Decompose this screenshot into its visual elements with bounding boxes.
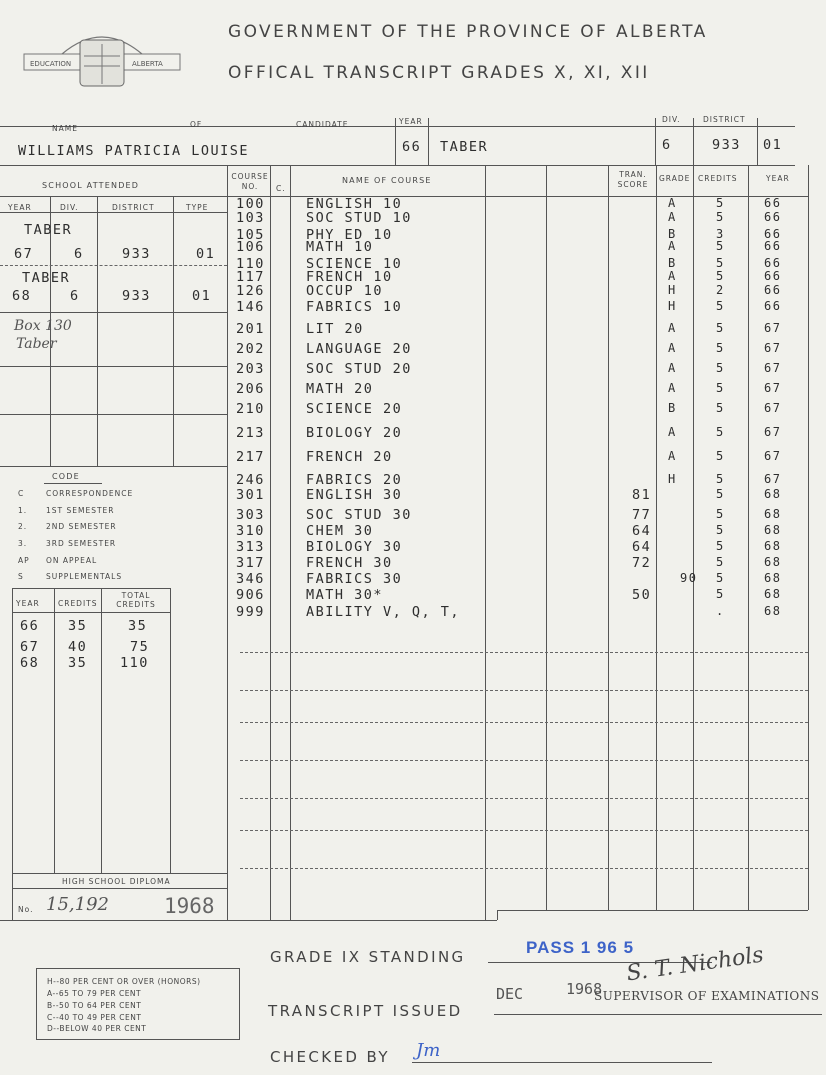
course-year: 66 <box>764 299 782 313</box>
course-year: 67 <box>764 381 782 395</box>
course-year: 68 <box>764 604 782 618</box>
course-year: 67 <box>764 449 782 463</box>
course-grade: A <box>668 196 677 210</box>
candidate-name: WILLIAMS PATRICIA LOUISE <box>18 143 250 159</box>
code-desc-ap: ON APPEAL <box>46 556 98 565</box>
sa-div-2: 6 <box>70 288 80 304</box>
course-credits: 5 <box>716 381 725 395</box>
course-name: FRENCH 30 <box>306 555 393 571</box>
cs-header-total: TOTAL CREDITS <box>116 591 156 609</box>
course-name: BIOLOGY 20 <box>306 425 403 441</box>
code-key-3: 3. <box>18 539 28 548</box>
course-grade: H <box>668 283 677 297</box>
course-year: 68 <box>764 555 782 569</box>
course-grade: A <box>668 381 677 395</box>
header-course-name: NAME OF COURSE <box>342 176 432 185</box>
course-name: OCCUP 10 <box>306 283 384 299</box>
course-score: 64 <box>632 539 652 555</box>
course-name: LIT 20 <box>306 321 364 337</box>
course-no: 303 <box>236 507 265 523</box>
course-year: 66 <box>764 239 782 253</box>
diploma-year-stamp: 1968 <box>164 894 215 918</box>
school-attended-title: SCHOOL ATTENDED <box>42 181 140 190</box>
code-key-s: S <box>18 572 24 581</box>
course-grade: H <box>668 472 677 486</box>
candidate-year: 66 <box>402 139 422 155</box>
cs-credits-3: 35 <box>68 655 88 671</box>
course-credits: 5 <box>716 555 725 569</box>
header-c: C. <box>276 184 286 193</box>
course-name: SOC STUD 30 <box>306 507 412 523</box>
course-credits: 2 <box>716 283 725 297</box>
cs-year-3: 68 <box>20 655 40 671</box>
course-grade: A <box>668 239 677 253</box>
diploma-number: 15,192 <box>46 894 109 915</box>
course-no: 103 <box>236 210 265 226</box>
transcript-issued-label: TRANSCRIPT ISSUED <box>268 1002 463 1020</box>
header-course-no: COURSE NO. <box>231 172 269 191</box>
label-div: DIV. <box>662 115 681 124</box>
course-score: 64 <box>632 523 652 539</box>
course-credits: 5 <box>716 239 725 253</box>
candidate-type: 01 <box>763 137 783 153</box>
sa-school-2: TABER <box>22 270 71 286</box>
course-name: FABRICS 30 <box>306 571 403 587</box>
issued-year: 1968 <box>566 980 603 998</box>
sa-year-1: 67 <box>14 246 34 262</box>
cs-header-year: YEAR <box>16 599 40 608</box>
cs-year-2: 67 <box>20 639 40 655</box>
candidate-district: 933 <box>712 137 741 153</box>
course-year: 67 <box>764 401 782 415</box>
course-name: FABRICS 10 <box>306 299 403 315</box>
diploma-label: HIGH SCHOOL DIPLOMA <box>62 877 171 886</box>
course-year: 66 <box>764 283 782 297</box>
course-year: 68 <box>764 487 782 501</box>
supervisor-signature: S. T. Nichols <box>624 942 766 987</box>
cs-year-1: 66 <box>20 618 40 634</box>
course-name: PHY ED 10 <box>306 227 393 243</box>
course-no: 310 <box>236 523 265 539</box>
course-year: 66 <box>764 269 782 283</box>
course-no: 146 <box>236 299 265 315</box>
course-credits: 5 <box>716 507 725 521</box>
legend-a: A--65 TO 79 PER CENT <box>47 989 142 998</box>
course-no: 100 <box>236 196 265 212</box>
course-grade: A <box>668 341 677 355</box>
course-score: 81 <box>632 487 652 503</box>
code-key-c: C <box>18 489 25 498</box>
code-desc-3: 3RD SEMESTER <box>46 539 117 548</box>
course-no: 110 <box>236 256 265 272</box>
codes-title: CODE <box>52 472 80 481</box>
header-grade: GRADE <box>659 174 691 183</box>
sa-col-div: DIV. <box>60 203 79 212</box>
course-no: 117 <box>236 269 265 285</box>
course-name: FRENCH 20 <box>306 449 393 465</box>
code-key-1: 1. <box>18 506 28 515</box>
header-credits: CREDITS <box>698 174 738 183</box>
code-desc-1: 1ST SEMESTER <box>46 506 115 515</box>
header-tran-score: TRAN. SCORE <box>617 170 649 189</box>
course-year: 67 <box>764 472 782 486</box>
course-credits: 5 <box>716 472 725 486</box>
course-credits: 5 <box>716 256 725 270</box>
course-grade: 90 <box>680 571 698 585</box>
course-credits: 5 <box>716 523 725 537</box>
course-year: 67 <box>764 425 782 439</box>
course-grade: A <box>668 425 677 439</box>
sa-type-1: 01 <box>196 246 216 262</box>
course-name: ENGLISH 30 <box>306 487 403 503</box>
course-no: 217 <box>236 449 265 465</box>
course-year: 66 <box>764 227 782 241</box>
course-name: SOC STUD 10 <box>306 210 412 226</box>
course-year: 68 <box>764 523 782 537</box>
sa-year-2: 68 <box>12 288 32 304</box>
course-year: 68 <box>764 587 782 601</box>
grade-ix-stamp: PASS 1 96 5 <box>526 938 635 957</box>
issued-month: DEC <box>496 985 524 1003</box>
course-year: 67 <box>764 341 782 355</box>
course-grade: B <box>668 256 677 270</box>
course-grade: A <box>668 210 677 224</box>
cs-total-1: 35 <box>128 618 148 634</box>
course-credits: 5 <box>716 196 725 210</box>
sa-district-2: 933 <box>122 288 151 304</box>
svg-text:ALBERTA: ALBERTA <box>132 60 163 68</box>
legend-h: H--80 PER CENT OR OVER (HONORS) <box>47 977 201 986</box>
sa-type-2: 01 <box>192 288 212 304</box>
course-credits: 5 <box>716 361 725 375</box>
course-grade: A <box>668 361 677 375</box>
legend-d: D--BELOW 40 PER CENT <box>47 1024 147 1033</box>
sa-district-1: 933 <box>122 246 151 262</box>
course-no: 346 <box>236 571 265 587</box>
title-line-1: GOVERNMENT OF THE PROVINCE OF ALBERTA <box>228 22 708 42</box>
course-no: 203 <box>236 361 265 377</box>
diploma-no-label: No. <box>18 905 34 914</box>
course-no: 301 <box>236 487 265 503</box>
course-credits: 5 <box>716 401 725 415</box>
sa-school-1: TABER <box>24 222 73 238</box>
sa-col-district: DISTRICT <box>112 203 155 212</box>
course-score: 50 <box>632 587 652 603</box>
address-handwritten-2: Taber <box>16 336 57 352</box>
grade-ix-label: GRADE IX STANDING <box>270 948 466 966</box>
course-name: ENGLISH 10 <box>306 196 403 212</box>
cs-credits-1: 35 <box>68 618 88 634</box>
sa-div-1: 6 <box>74 246 84 262</box>
course-name: SCIENCE 10 <box>306 256 403 272</box>
grade-legend <box>36 968 240 1040</box>
legend-b: B--50 TO 64 PER CENT <box>47 1001 142 1010</box>
course-credits: 5 <box>716 425 725 439</box>
code-desc-s: SUPPLEMENTALS <box>46 572 123 581</box>
course-grade: B <box>668 401 677 415</box>
course-credits: 5 <box>716 210 725 224</box>
course-credits: 5 <box>716 449 725 463</box>
course-grade: A <box>668 449 677 463</box>
legend-c: C--40 TO 49 PER CENT <box>47 1013 142 1022</box>
course-no: 317 <box>236 555 265 571</box>
course-grade: H <box>668 299 677 313</box>
department-seal <box>22 26 182 96</box>
course-name: MATH 30* <box>306 587 384 603</box>
course-no: 201 <box>236 321 265 337</box>
course-name: BIOLOGY 30 <box>306 539 403 555</box>
code-desc-2: 2ND SEMESTER <box>46 522 117 531</box>
svg-text:EDUCATION: EDUCATION <box>30 60 72 68</box>
course-credits: 5 <box>716 571 725 585</box>
code-key-2: 2. <box>18 522 28 531</box>
title-line-2: OFFICAL TRANSCRIPT GRADES X, XI, XII <box>228 63 650 83</box>
course-no: 210 <box>236 401 265 417</box>
course-name: FRENCH 10 <box>306 269 393 285</box>
course-credits: . <box>716 604 725 618</box>
course-credits: 5 <box>716 269 725 283</box>
course-grade: B <box>668 227 677 241</box>
sa-col-type: TYPE <box>186 203 209 212</box>
course-name: CHEM 30 <box>306 523 374 539</box>
course-grade: A <box>668 269 677 283</box>
candidate-school: TABER <box>440 139 489 155</box>
candidate-div: 6 <box>662 137 672 153</box>
code-desc-c: CORRESPONDENCE <box>46 489 134 498</box>
header-year: YEAR <box>766 174 790 183</box>
course-credits: 5 <box>716 299 725 313</box>
course-no: 126 <box>236 283 265 299</box>
course-name: SOC STUD 20 <box>306 361 412 377</box>
sa-col-year: YEAR <box>8 203 32 212</box>
label-of: OF <box>190 120 203 129</box>
course-year: 67 <box>764 321 782 335</box>
checked-initials: Jm <box>416 1040 441 1061</box>
course-no: 202 <box>236 341 265 357</box>
course-no: 313 <box>236 539 265 555</box>
supervisor-label: SUPERVISOR OF EXAMINATIONS <box>594 989 820 1003</box>
cs-total-2: 75 <box>130 639 150 655</box>
label-year: YEAR <box>399 117 423 126</box>
cs-credits-2: 40 <box>68 639 88 655</box>
course-year: 68 <box>764 539 782 553</box>
course-credits: 5 <box>716 539 725 553</box>
course-name: MATH 10 <box>306 239 374 255</box>
course-no: 213 <box>236 425 265 441</box>
course-name: SCIENCE 20 <box>306 401 403 417</box>
course-credits: 5 <box>716 487 725 501</box>
course-credits: 5 <box>716 587 725 601</box>
course-no: 246 <box>236 472 265 488</box>
course-year: 66 <box>764 256 782 270</box>
label-district: DISTRICT <box>703 115 746 124</box>
course-score: 72 <box>632 555 652 571</box>
course-credits: 5 <box>716 341 725 355</box>
course-name: FABRICS 20 <box>306 472 403 488</box>
course-score: 77 <box>632 507 652 523</box>
course-name: ABILITY V, Q, T, <box>306 604 461 620</box>
cs-total-3: 110 <box>120 655 149 671</box>
course-credits: 5 <box>716 321 725 335</box>
address-handwritten-1: Box 130 <box>14 318 72 334</box>
course-year: 68 <box>764 571 782 585</box>
course-no: 105 <box>236 227 265 243</box>
course-year: 66 <box>764 210 782 224</box>
cs-header-credits: CREDITS <box>58 599 98 608</box>
course-no: 906 <box>236 587 265 603</box>
course-name: LANGUAGE 20 <box>306 341 412 357</box>
course-grade: A <box>668 321 677 335</box>
course-no: 999 <box>236 604 265 620</box>
code-key-ap: AP <box>18 556 30 565</box>
course-year: 67 <box>764 361 782 375</box>
label-candidate: CANDIDATE <box>296 120 349 129</box>
course-year: 66 <box>764 196 782 210</box>
course-year: 68 <box>764 507 782 521</box>
course-credits: 3 <box>716 227 725 241</box>
course-no: 206 <box>236 381 265 397</box>
checked-by-label: CHECKED BY <box>270 1048 390 1066</box>
course-name: MATH 20 <box>306 381 374 397</box>
label-name: NAME <box>52 124 78 133</box>
course-no: 106 <box>236 239 265 255</box>
